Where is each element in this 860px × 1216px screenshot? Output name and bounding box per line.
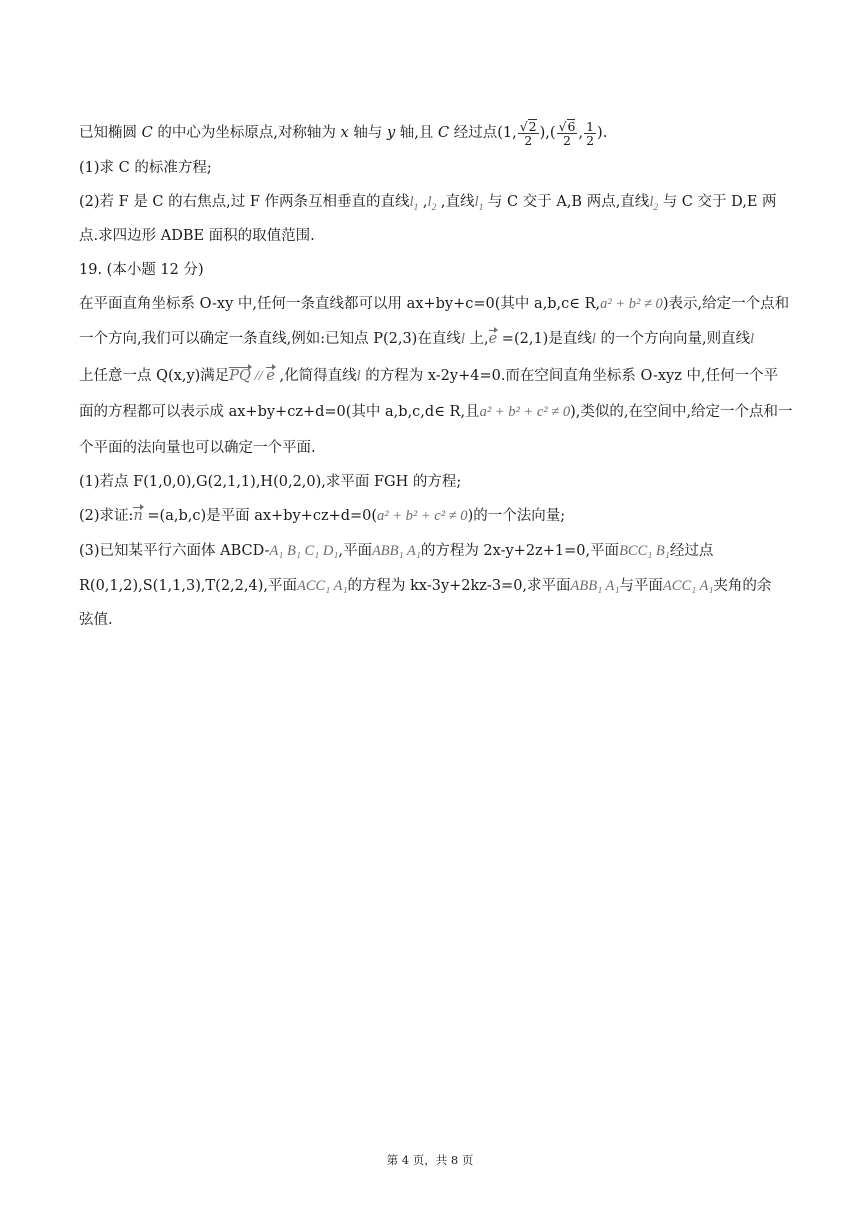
q19-p4-text-b: 的方程为 kx-3y+2kz-3=0,求平面: [347, 578, 571, 594]
q19-p4-text-a: R(0,1,2),S(1,1,3),T(2,2,4),平面: [79, 578, 297, 594]
q19-part2: [79, 506, 565, 526]
q19-l1-text-b: )表示,给定一个点和: [662, 296, 790, 312]
q19-p4-text-c: 与平面: [619, 578, 663, 594]
line-l-symbol-2: l: [591, 331, 596, 347]
q18-ellipse-c-2: C: [437, 125, 450, 141]
q18-mid: ),(: [539, 125, 556, 141]
q18-frac-sqrt2-over-2: $\frac{√2}{2}$: [519, 119, 537, 148]
q18-stem-text-b: 的中心为坐标原点,对称轴为: [152, 125, 341, 141]
q19-p3-text-b: ,平面: [338, 543, 372, 559]
line-l-symbol-4: l: [356, 368, 361, 384]
plane-abb1a1-ref: ABB₁ A₁: [570, 578, 620, 594]
q19-l2-text-c: =(2,1)是直线: [497, 331, 592, 347]
q19-p2-text-b: =(a,b,c)是平面 ax+by+cz+d=0(: [142, 508, 378, 524]
q18-stem-text-d: 轴,且: [395, 125, 438, 141]
q18-frac-1-over-2: [584, 120, 596, 147]
q18-stem: [79, 119, 607, 147]
line-l-symbol: l: [460, 331, 465, 347]
q18-stem-text-a: 已知椭圆: [79, 125, 142, 141]
q18-y-var: y: [386, 125, 396, 141]
q19-l2-text-d: 的一个方向向量,则直线: [595, 331, 751, 347]
q19-part1: (1)若点 F(1,0,0),G(2,1,1),H(0,2,0),求平面 FGH 的方程;: [79, 474, 462, 490]
plane-abb1a1: ABB₁ A₁: [371, 543, 421, 559]
q18-sqrt6-radicand: 6: [567, 119, 576, 134]
parallel-symbol: //: [250, 368, 267, 384]
q19-line1: [79, 294, 789, 314]
q19-p2-text-a: (2)求证:: [79, 508, 134, 524]
q19-part3-line3: 弦值.: [79, 612, 113, 628]
line-l2: $l_2$: [427, 194, 437, 213]
q19-l3-text-c: 的方程为 x-2y+4=0.而在空间直角坐标系 O-xyz 中,任何一个平: [360, 368, 779, 384]
q19-l1-text-a: 在平面直角坐标系 O-xy 中,任何一条直线都可以用 ax+by+c=0(其中 a,b,c∈ R,: [79, 296, 601, 312]
q18-part1: (1)求 C 的标准方程;: [79, 160, 212, 176]
vector-pq: PQ: [229, 368, 251, 384]
q18-p2-text-d: 与 C 交于 D,E 两: [658, 194, 777, 210]
q18-comma: ,: [578, 125, 584, 141]
line-l1-ref: $l_1$: [474, 194, 484, 213]
vector-e-2: e: [266, 368, 275, 384]
q19-heading: 19. (本小题 12 分): [79, 262, 204, 278]
q19-line5: 个平面的法向量也可以确定一个平面.: [79, 440, 316, 456]
q18-end: ).: [597, 125, 608, 141]
q18-sqrt2-radicand: 2: [528, 119, 537, 134]
q19-l4-text-b: ),类似的,在空间中,给定一个点和一: [570, 404, 793, 420]
q18-frac3-den: 2: [586, 132, 595, 148]
q18-ellipse-c: C: [141, 125, 153, 141]
q19-l2-text-b: 上,: [464, 331, 489, 347]
q19-l4-text-a: 面的方程都可以表示成 ax+by+cz+d=0(其中 a,b,c,d∈ R,且: [79, 404, 480, 420]
line-l1: $l_1$: [409, 194, 419, 213]
plane-bcc1b1: BCC₁ B₁: [619, 543, 670, 559]
q18-frac3-num: 1: [586, 118, 595, 134]
plane-acc1a1-ref: ACC₁ A₁: [662, 578, 714, 594]
vector-n: n: [133, 508, 143, 524]
q18-part2-line1: [79, 192, 777, 218]
page-footer: 第 4 页，共 8 页: [386, 1153, 474, 1167]
q19-p3-text-d: 经过点: [669, 543, 714, 559]
q18-p2-text-a: (2)若 F 是 C 的右焦点,过 F 作两条互相垂直的直线: [79, 194, 410, 210]
q18-part2-line2: 点.求四边形 ADBE 面积的取值范围.: [79, 228, 315, 244]
plane-acc1a1: ACC₁ A₁: [296, 578, 348, 594]
q19-p3-text-a: (3)已知某平行六面体 ABCD-: [79, 543, 270, 559]
line-l2-ref: $l_2$: [649, 194, 659, 213]
vector-e: e: [488, 331, 498, 347]
q19-l1-math: a² + b² ≠ 0: [600, 296, 663, 312]
q19-part3-line2: [79, 576, 771, 596]
q19-p3-text-c: 的方程为 2x-y+2z+1=0,平面: [420, 543, 620, 559]
q18-stem-text-c: 轴与: [348, 125, 387, 141]
q18-p2-text-c: 与 C 交于 A,B 两点,直线: [483, 194, 650, 210]
q18-sep: ,: [418, 194, 428, 210]
q18-frac2-den: 2: [563, 133, 571, 148]
prism-top-vertices: A₁ B₁ C₁ D₁: [269, 543, 339, 559]
q19-l3-text-a: 上任意一点 Q(x,y)满足: [79, 368, 230, 384]
q18-p2-text-b: ,直线: [436, 194, 475, 210]
q19-l3-text-b: ,化简得直线: [274, 368, 357, 384]
q18-stem-text-e: 经过点(1,: [449, 125, 517, 141]
q19-part3-line1: [79, 541, 713, 561]
q19-p2-text-c: )的一个法向量;: [467, 508, 566, 524]
q19-l4-math: a² + b² + c² ≠ 0: [479, 404, 571, 420]
q18-x-var: x: [340, 125, 349, 141]
q19-line3: [79, 366, 778, 386]
q18-frac-sqrt6-over-2: $\frac{√6}{2}$: [558, 119, 576, 148]
q19-p2-math: a² + b² + c² ≠ 0: [377, 508, 468, 524]
q19-line2: [79, 329, 754, 349]
line-l-symbol-3: l: [750, 331, 755, 347]
q19-p4-text-d: 夹角的余: [713, 578, 772, 594]
q19-l2-text-a: 一个方向,我们可以确定一条直线,例如:已知点 P(2,3)在直线: [79, 331, 461, 347]
q19-line4: [79, 402, 793, 422]
q18-frac1-den: 2: [524, 133, 533, 148]
